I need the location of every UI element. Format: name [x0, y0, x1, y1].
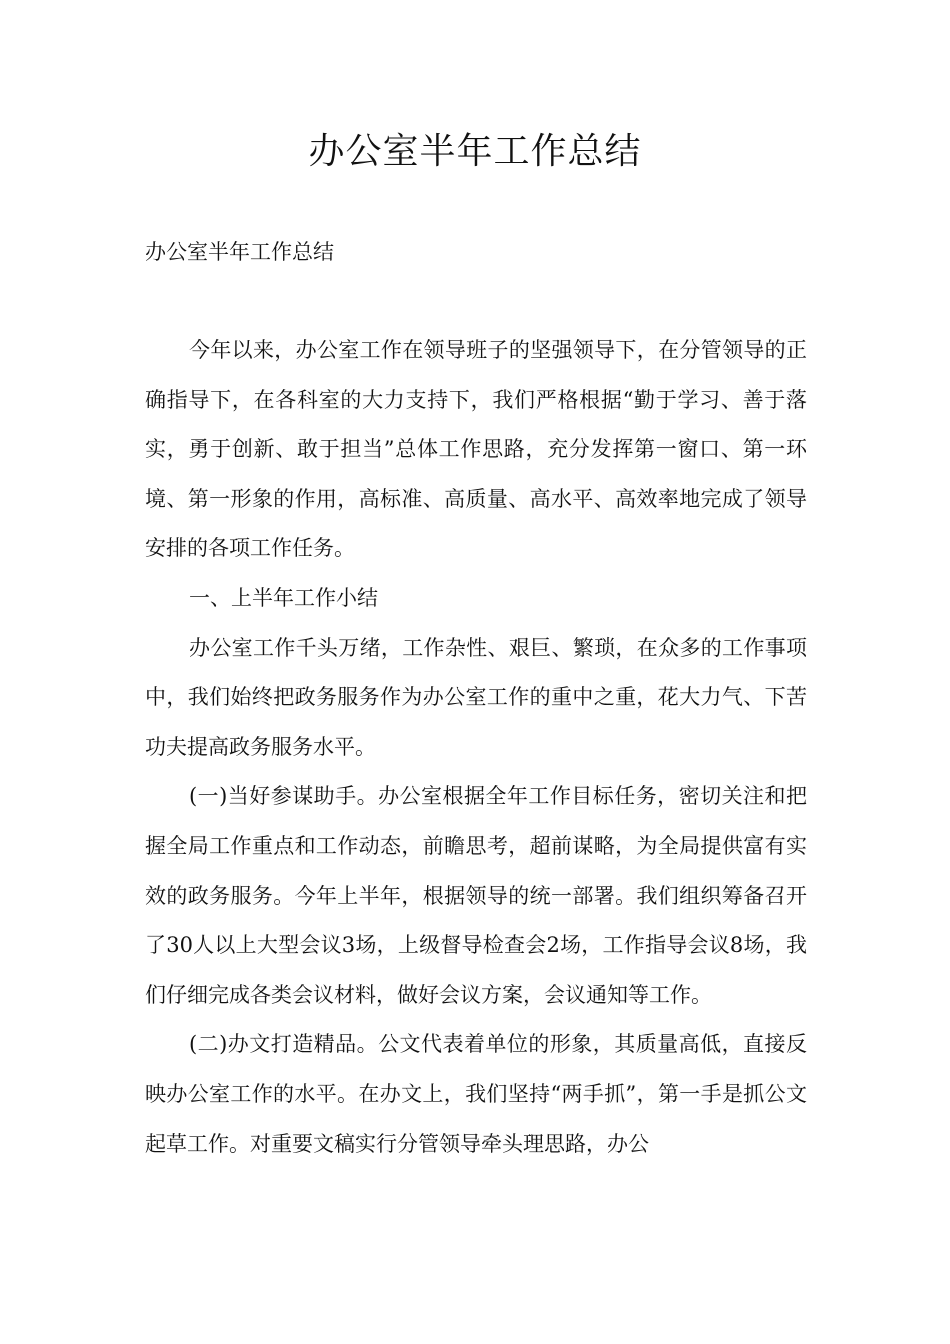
section-heading-first-half-summary: 一、上半年工作小结: [189, 585, 378, 610]
paragraph-document-quality: (二)办文打造精品。公文代表着单位的形象，其质量高低，直接反映办公室工作的水平。在办文上，我们坚持“两手抓”，第一手是抓公文起草工作。对重要文稿实行分管领导牵头理思路，办公: [145, 1032, 807, 1156]
paragraph-advisor-role: (一)当好参谋助手。办公室根据全年工作目标任务，密切关注和把握全局工作重点和工作动态，前瞻思考，超前谋略，为全局提供富有实效的政务服务。今年上半年，根据领导的统一部署。我们组织筹备召开了30人以上大型会议3场，上级督导检查会2场，工作指导会议8场，我们仔细完成各类会议材料，做好会议方案，会议通知等工作。: [145, 784, 807, 1007]
paragraph-intro: 今年以来，办公室工作在领导班子的坚强领导下，在分管领导的正确指导下，在各科室的大力支持下，我们严格根据“勤于学习、善于落实，勇于创新、敢于担当”总体工作思路，充分发挥第一窗口、第一环境、第一形象的作用，高标准、高质量、高水平、高效率地完成了领导安排的各项工作任务。: [145, 338, 807, 561]
paragraph-overview: 办公室工作千头万绪，工作杂性、艰巨、繁琐，在众多的工作事项中，我们始终把政务服务作为办公室工作的重中之重，花大力气、下苦功夫提高政务服务水平。: [145, 635, 807, 759]
document-subtitle: 办公室半年工作总结: [145, 240, 334, 264]
document-body: [145, 326, 807, 1169]
document-title: 办公室半年工作总结: [308, 131, 642, 172]
